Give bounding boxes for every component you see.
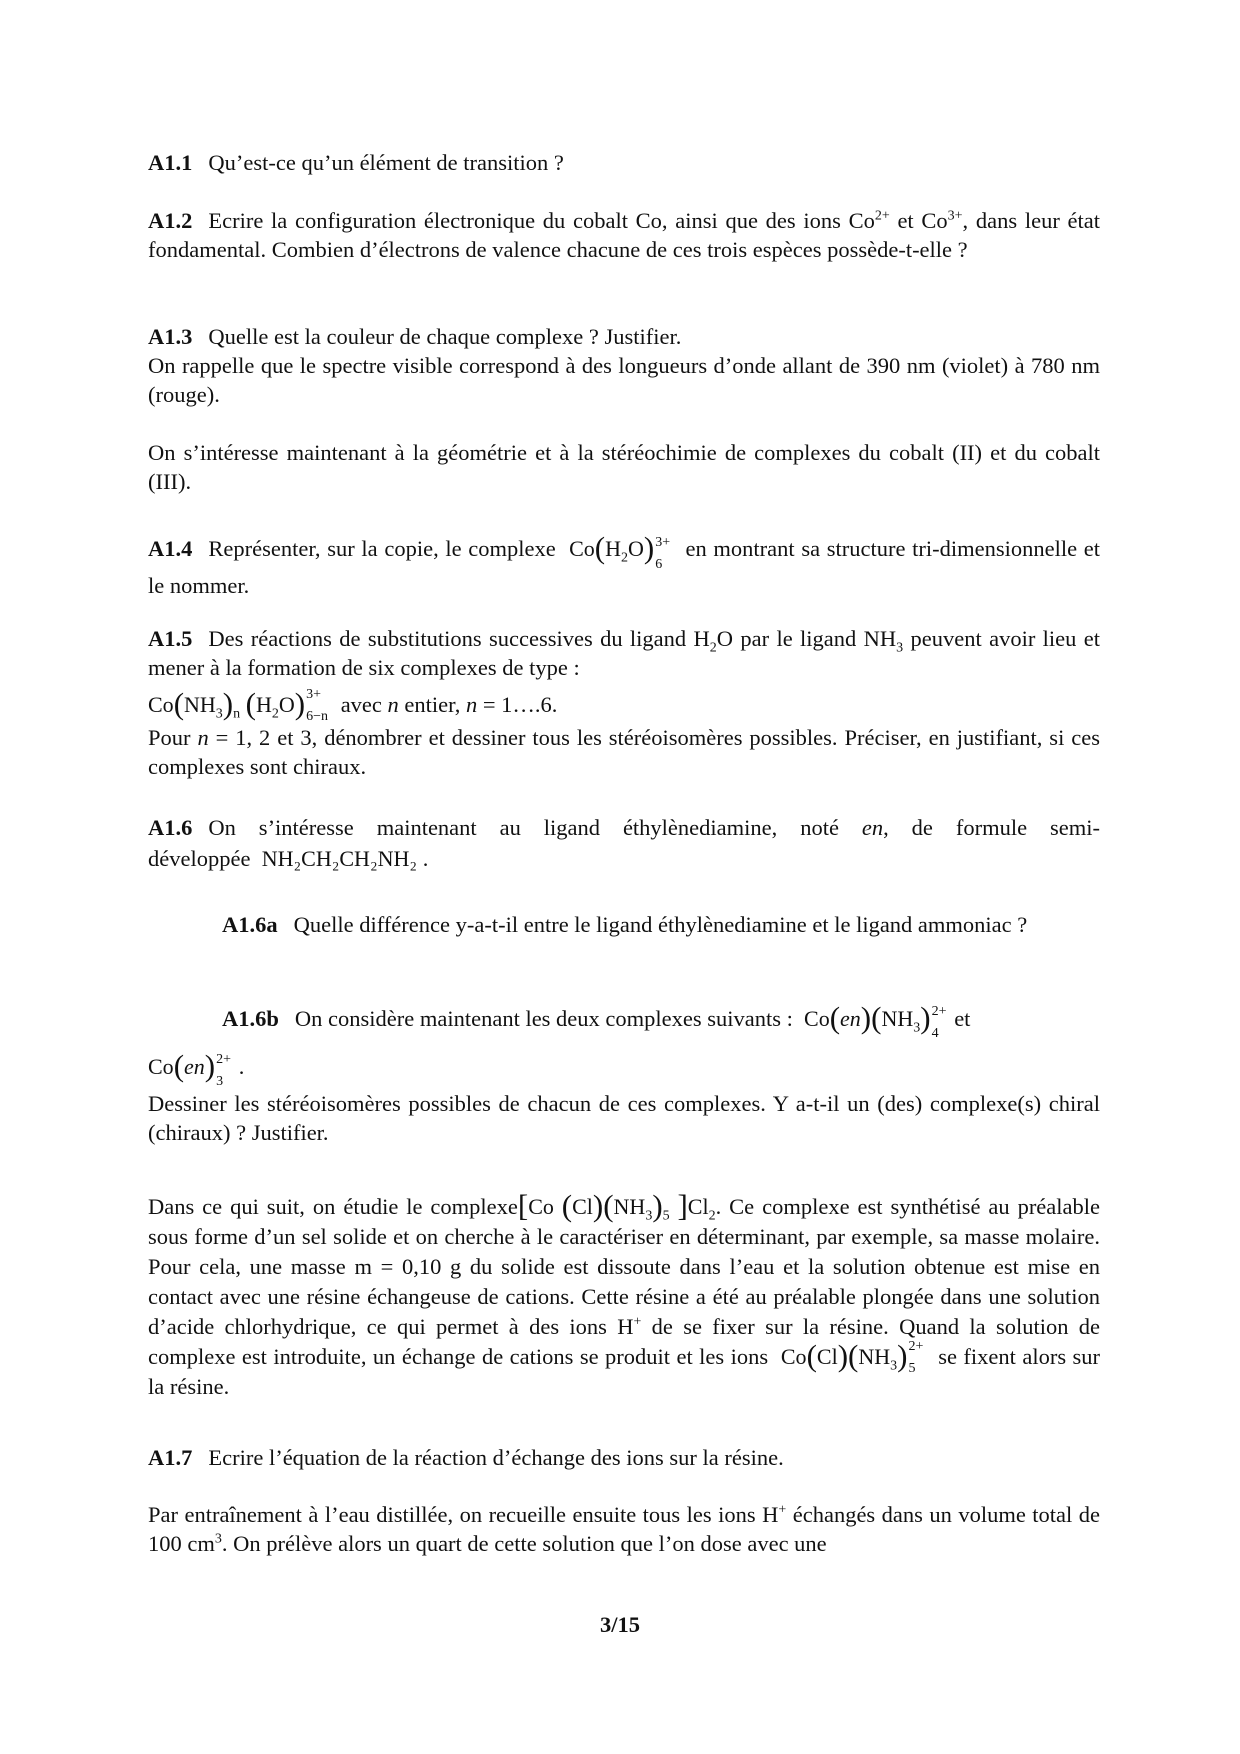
formula-co-en-nh3: $Co(en)(NH_3)$ 2+ 4	[799, 1006, 949, 1031]
paragraph-text: de se fixer sur la résine. Quand la solution de complexe est introduite, un échange de cations se produit et les ions	[148, 1314, 1100, 1369]
formula-part: en	[840, 1006, 861, 1031]
formula-subscript: 3	[896, 640, 904, 656]
question-text: O par le ligand NH	[716, 626, 897, 651]
question-text: Qu’est-ce qu’un élément de transition ?	[208, 150, 564, 175]
question-text: On rappelle que le spectre visible correspond à des longueurs d’onde allant de 390 nm (violet) à 780 nm (rouge).	[148, 353, 1100, 407]
formula-part: O	[627, 536, 644, 561]
question-a1-4	[148, 530, 1100, 604]
question-text: et Co	[889, 208, 948, 233]
question-text: Quelle est la couleur de chaque complexe ? Justifier.	[208, 324, 682, 349]
question-text: = 1….6.	[477, 692, 558, 717]
question-text: , de formule semi-développée	[148, 815, 1100, 871]
question-text: Ecrire la configuration électronique du cobalt Co, ainsi que des ions Co	[208, 208, 875, 233]
question-text: Pour	[148, 725, 198, 750]
variable-n: n	[197, 725, 209, 750]
formula-charge: 2+	[908, 1339, 924, 1354]
formula-part: NH	[613, 1194, 646, 1219]
question-a1-6b	[148, 1001, 1100, 1151]
variable-n: n	[387, 692, 399, 717]
question-label: A1.5	[148, 626, 193, 651]
question-text: Représenter, sur la copie, le complexe	[208, 536, 556, 561]
paragraph-resin	[148, 1188, 1101, 1402]
charge-superscript: +	[778, 1502, 787, 1518]
charge-superscript: +	[633, 1314, 642, 1330]
intro-paragraph	[148, 438, 1100, 496]
formula-subscript: n	[233, 706, 241, 722]
formula-part: Co	[148, 1054, 174, 1079]
formula-part: O	[278, 692, 295, 717]
question-text: On s’intéresse maintenant au ligand éthylènediamine, noté	[208, 815, 862, 840]
formula-part: H	[605, 536, 621, 561]
question-a1-6a	[148, 910, 1100, 939]
formula-part: Co	[569, 536, 595, 561]
paragraph-text: . Ce complexe est synthétisé au préalable sous forme d’un sel solide et on cherche à le caractériser en déterminant, par exemple, sa masse molaire. Pour cela, une masse m = 0,10 g du solide est dissoute dans l’eau et la solution obtenue est mise en contact avec une résine échangeuse de cations. Cette résine a été au préalable plongée dans une solution d’acide chlorhydrique, ce qui permet à des ions H	[148, 1194, 1101, 1339]
question-text: entier,	[398, 692, 466, 717]
charge-superscript: 3+	[947, 208, 963, 224]
formula-ethylenediamine: NH₂CH₂CH₂NH₂	[261, 846, 418, 871]
formula-subscript: 5	[662, 1208, 670, 1224]
formula-subscript: 5	[908, 1361, 916, 1376]
formula-co-nh3-h2o: $Co(NH_3)_n$ $(H_2O)$ 3+ 6−n	[148, 690, 335, 719]
question-text: Ecrire l’équation de la réaction d’échange des ions sur la résine.	[208, 1445, 784, 1470]
formula-co-cl-nh3-ion: $Co(Cl)(NH_3)$ 2+ 5	[775, 1344, 932, 1369]
question-text: , dans leur état fondamental. Combien d’électrons de valence chacune de ces trois espèces possède-t-elle ?	[148, 208, 1100, 262]
question-text: Dessiner les stéréoisomères possibles de chacun de ces complexes. Y a-t-il un (des) complexe(s) chiral (chiraux) ? Justifier.	[148, 1091, 1100, 1145]
unit-superscript: 3	[214, 1531, 222, 1547]
question-text: Des réactions de substitutions successives du ligand H	[208, 626, 710, 651]
paragraph-text: échangés dans un volume total de 100 cm	[148, 1502, 1100, 1556]
question-text: On considère maintenant les deux complexes suivants :	[294, 1006, 793, 1031]
formula-part: Co	[148, 692, 174, 717]
paragraph-text: se fixent alors sur la résine.	[148, 1344, 1101, 1399]
question-text: et	[954, 1006, 971, 1031]
question-text: peuvent avoir lieu et mener à la formation de six complexes de type :	[148, 626, 1101, 680]
formula-subscript: 6−n	[306, 709, 328, 724]
question-label: A1.2	[148, 208, 193, 233]
question-a1-3	[148, 322, 1100, 409]
formula-subscript: 2	[271, 706, 279, 722]
question-text: .	[417, 846, 429, 871]
formula-subscript: 3	[215, 706, 223, 722]
formula-part: Cl	[816, 1344, 838, 1369]
formula-part: Co	[528, 1194, 554, 1219]
formula-part: NH	[184, 692, 216, 717]
paragraph-text: On s’intéresse maintenant à la géométrie et à la stéréochimie de complexes du cobalt (II) et du cobalt (III).	[148, 440, 1100, 494]
question-a1-1	[148, 148, 1100, 177]
variable-n: n	[465, 692, 478, 717]
page-number: 3/15	[599, 1612, 640, 1637]
formula-part: H	[255, 692, 272, 717]
formula-charge: 3+	[655, 535, 671, 550]
formula-part: Cl	[572, 1194, 593, 1219]
paragraph-text: Par entraînement à l’eau distillée, on recueille ensuite tous les ions H	[148, 1502, 779, 1527]
formula-part: en	[184, 1054, 205, 1079]
paragraph-text: . On prélève alors un quart de cette solution que l’on dose avec une	[221, 1531, 827, 1556]
formula-part: Co	[804, 1006, 830, 1031]
question-a1-2	[148, 206, 1100, 264]
formula-part: NH	[881, 1006, 914, 1031]
formula-subscript: 4	[931, 1026, 939, 1041]
formula-part: Cl	[687, 1194, 709, 1219]
formula-subscript: 2	[708, 1208, 716, 1224]
formula-subscript: 6	[655, 557, 663, 572]
question-label: A1.1	[148, 150, 193, 175]
question-a1-7	[148, 1443, 1100, 1472]
question-label: A1.6	[148, 815, 193, 840]
question-label: A1.6b	[222, 1006, 279, 1031]
question-label: A1.7	[148, 1445, 193, 1470]
formula-subscript: 3	[216, 1074, 224, 1089]
formula-charge: 3+	[306, 687, 321, 702]
question-label: A1.4	[148, 536, 193, 561]
paragraph-titration	[148, 1500, 1100, 1558]
formula-co-h2o-6: $Co(H_2O)$ 3+ 6	[562, 536, 678, 561]
paragraph-text: Dans ce qui suit, on étudie le complexe	[148, 1194, 518, 1219]
formula-charge: 2+	[931, 1004, 947, 1019]
formula-subscript: 2	[620, 550, 628, 566]
question-a1-5	[148, 624, 1100, 781]
question-text: avec	[335, 692, 388, 717]
question-text: = 1, 2 et 3, dénombrer et dessiner tous les stéréoisomères possibles. Préciser, en justifiant, si ces complexes sont chiraux.	[148, 725, 1100, 779]
formula-co-cl-nh3-cl2: [Co $(Cl)(NH_3)_5$ ]$Cl_2$	[517, 1188, 716, 1224]
question-a1-6	[148, 812, 1100, 874]
formula-part: NH	[858, 1344, 891, 1369]
question-text: Quelle différence y-a-t-il entre le ligand éthylènediamine et le ligand ammoniac ?	[293, 912, 1028, 937]
ligand-en: en	[861, 815, 884, 840]
formula-subscript: 3	[913, 1020, 921, 1036]
question-text: en montrant sa structure tri-dimensionnelle et le nommer.	[148, 536, 1101, 598]
formula-subscript: 3	[645, 1208, 653, 1224]
formula-co-en3: Co(en) 2+ 3	[148, 1049, 233, 1085]
question-label: A1.6a	[222, 912, 278, 937]
formula-charge: 2+	[216, 1052, 232, 1067]
formula-part: Co	[780, 1344, 807, 1369]
formula-subscript: 3	[890, 1358, 898, 1374]
question-label: A1.3	[148, 324, 193, 349]
formula-subscript: 2	[709, 640, 717, 656]
charge-superscript: 2+	[874, 208, 890, 224]
question-text: .	[233, 1054, 245, 1079]
